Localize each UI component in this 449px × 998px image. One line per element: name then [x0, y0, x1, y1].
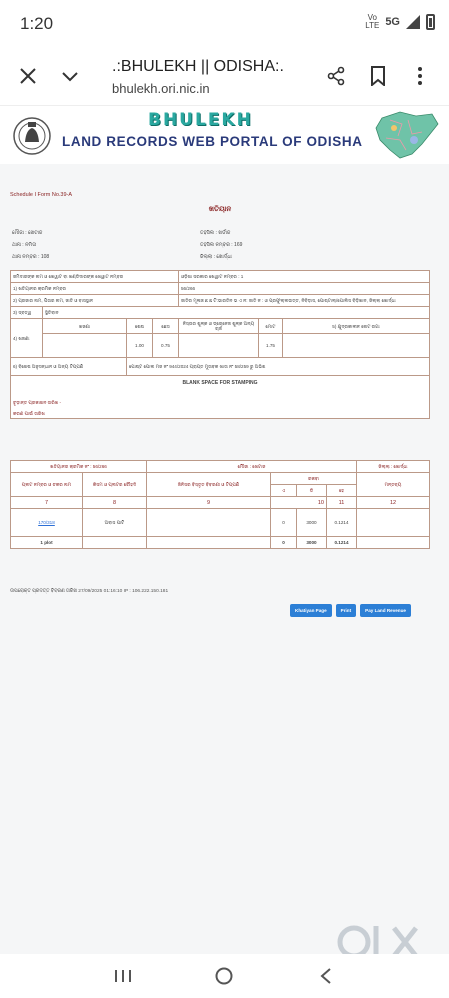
table-cell: ଜିଲ୍ଲା : ଖୋର୍ଦ୍ଧା — [357, 461, 430, 473]
table-cell: ଶେଷ — [127, 319, 153, 334]
page-url[interactable]: bhulekh.ori.nic.in — [112, 81, 210, 96]
status-icons — [365, 14, 435, 30]
table-cell: 11 — [327, 497, 357, 509]
close-icon[interactable] — [14, 62, 42, 90]
table-row — [11, 307, 430, 319]
table-cell: 0 — [271, 509, 297, 537]
info-row — [10, 254, 430, 264]
table-cell: 10 — [271, 497, 327, 509]
table-cell: 3) ସ୍ବତ୍ୱ — [11, 307, 43, 319]
table-cell: 1 plot — [11, 537, 83, 549]
more-vert-icon[interactable] — [406, 62, 434, 90]
table-row — [11, 358, 430, 376]
table-cell: ମୌଜା : ଖେଟାଜ — [147, 461, 357, 473]
table-row — [11, 271, 430, 283]
table-cell — [147, 537, 271, 549]
table-row — [11, 295, 430, 307]
table-cell: 8 — [83, 497, 147, 509]
browser-toolbar — [0, 46, 449, 106]
table-cell: 6) ବିଶେଷ ଅନୁସନ୍ଧାନ ଓ ଅନ୍ୟ ଟିପ୍ପଣି — [11, 358, 127, 376]
odisha-emblem-icon — [12, 114, 52, 158]
date-label: କରଣ ପାଇଁ ତାରିଖ — [13, 411, 45, 416]
final-publication-label: ଚୂଡ଼ାନ୍ତ ପ୍ରକାଶନ ତାରିଖ - — [13, 400, 62, 405]
generated-timestamp: ଉପରୋକ୍ତ ପ୍ରଦତ୍ତ ବିବରଣ ତାରିଖ 27/09/2025 01:16:10 IP : 106.222.150.181 — [10, 589, 169, 594]
table-cell: ନିସ୍ତାର ଶୁଳ୍କ ଓ ଡ୍ରେନେଜ ଶୁଳ୍କ ଅନ୍ୟ ଚାର୍ଜ — [179, 319, 259, 334]
table-cell: 5) କ୍ଷୁଦ୍ରକାଳୀନ ନୋଟ ରଗା — [283, 319, 430, 334]
table-cell: ଖଜଣା — [43, 319, 127, 334]
table-cell — [357, 509, 430, 537]
table-cell — [83, 537, 147, 549]
table-cell: ଜାତିର ମୂଳାଜ ଛ ଛ ଟି:ଭାରତିନ ଭ ଏ ନ: ଜାତି ନ : ଓ ପ୍ରଫୁଲ୍ଲଉତ୍ତ, ନିବିଡ଼ାସ, ପୋଷ୍ଟାଲ୍‌/ପୋଲିସ ବିଡ଼ିଖାନ, ଜିଲ୍ଲା ଖୋର୍ଦ୍ଧା — [179, 295, 430, 307]
table-cell: 1.00 — [127, 334, 153, 358]
stamping-cell — [11, 376, 430, 419]
table-cell — [43, 334, 127, 358]
khatiyan-page-button[interactable]: Khatiyan Page — [290, 604, 332, 617]
odisha-map-icon — [372, 110, 440, 160]
table-row — [11, 473, 430, 485]
chevron-down-icon[interactable] — [56, 62, 84, 90]
tahasil-number-label: ତହସିଲ ନମ୍ବର : 169 — [200, 242, 243, 248]
table-cell: ସ୍ଥିତିବାନ — [43, 307, 430, 319]
info-row — [10, 242, 430, 252]
table-row — [11, 537, 430, 549]
table-cell: 0.1214 — [327, 537, 357, 549]
portal-title: LAND RECORDS WEB PORTAL OF ODISHA — [62, 134, 363, 149]
back-icon[interactable] — [314, 964, 338, 988]
table-cell: ପୋଷ୍ଟ ପୋଲ ମଜ ନଂ 944/2024 ପ୍ରାପ୍ତ ମୁତାବକ ଖାତା ନଂ 58/259 ରୁ ଅଭିଶ — [127, 358, 430, 376]
portal-banner — [0, 106, 449, 164]
table-cell: ମୋଟ — [259, 319, 283, 334]
table-cell — [283, 334, 430, 358]
table-cell: ଜମିଦାରଙ୍କ ନାମ ଓ ଖେୱାଟ ବା ଖଣ୍ଡିଦାରଙ୍କ ଖେୱାଟ ନମ୍ବର — [11, 271, 179, 283]
tahasil-label: ତହସିଲ : ଖର୍ଡାଜ — [200, 230, 231, 236]
table-cell: 12 — [357, 497, 430, 509]
page-title: .:BHULEKH || ODISHA:. — [112, 58, 284, 75]
table-cell: 0 — [271, 537, 297, 549]
plot-link[interactable]: 170/318 — [11, 509, 83, 537]
print-button[interactable]: Print — [336, 604, 356, 617]
action-buttons — [290, 604, 411, 617]
table-cell: ହେ — [327, 485, 357, 497]
bhulekh-logo: BHULEKH — [148, 110, 253, 130]
battery-icon — [426, 14, 435, 30]
table-cell: 2) ପ୍ରଜାର ନାମ, ପିତାର ନାମ, ଜାତି ଓ ବାସସ୍ଥାନ — [11, 295, 179, 307]
table-cell: ଓଡ଼ିଶା ସରକାର ଖେୱାଟ ନମ୍ବର : 1 — [179, 271, 430, 283]
plot-table — [10, 460, 430, 549]
table-row — [11, 509, 430, 537]
web-page — [0, 106, 449, 954]
status-bar — [0, 0, 449, 46]
recents-icon[interactable] — [111, 964, 135, 988]
home-icon[interactable] — [212, 964, 236, 988]
clock: 1:20 — [20, 14, 54, 33]
content-area — [0, 164, 449, 954]
bookmark-icon[interactable] — [364, 62, 392, 90]
table-cell: ରକବା — [271, 473, 357, 485]
table-cell — [147, 509, 271, 537]
table-cell: ଛେସ — [153, 319, 179, 334]
volte-indicator: Vo LTE — [365, 13, 380, 30]
table-cell: ଡି — [297, 485, 327, 497]
pay-land-revenue-button[interactable]: Pay Land Revenue — [360, 604, 411, 617]
mouza-label: ମୌଜା : ଖେଟାଜ — [12, 230, 43, 236]
table-cell: 3000 — [297, 509, 327, 537]
signal-icon — [406, 15, 420, 29]
table-cell — [179, 334, 259, 358]
table-cell: ପ୍ଲଟ ନମ୍ବର ଓ ଚକର ନାମ — [11, 473, 83, 497]
document-title: ଖତିୟାନ — [208, 206, 232, 213]
table-row — [11, 376, 430, 419]
table-cell: 56/266 — [179, 283, 430, 295]
share-icon[interactable] — [322, 62, 350, 90]
stamping-label: BLANK SPACE FOR STAMPING — [182, 380, 258, 386]
khatiyan-details-table — [10, 270, 430, 419]
table-cell: ଏ — [271, 485, 297, 497]
table-cell: 9 — [147, 497, 271, 509]
thana-label: ଥାନା : ନମିତା — [12, 242, 37, 248]
table-row — [11, 319, 430, 334]
table-row — [11, 497, 430, 509]
table-cell: 0.1214 — [327, 509, 357, 537]
table-cell — [357, 537, 430, 549]
table-cell: 1) ଖତିୟାନର କ୍ରମିକ ନମ୍ବର — [11, 283, 179, 295]
table-row — [11, 334, 430, 358]
district-label: ଜିଲ୍ଲା : ଖୋର୍ଦ୍ଧା — [200, 254, 232, 260]
table-row — [11, 461, 430, 473]
table-cell: କିସମ ଓ ପ୍ଲଟର ଚୌହଦି — [83, 473, 147, 497]
table-cell: 7 — [11, 497, 83, 509]
table-cell: ଜିନିସର ବିସ୍ତୃତ ବିବରଣୀ ଓ ଟିପ୍ପଣି — [147, 473, 271, 497]
table-row — [11, 283, 430, 295]
info-row — [10, 230, 430, 240]
network-type: 5G — [385, 16, 400, 28]
table-cell: ମନ୍ତବ୍ୟ — [357, 473, 430, 497]
table-cell: ଖତିୟାନର କ୍ରମିକ ନଂ : 56/266 — [11, 461, 147, 473]
table-cell: ଅବାସ ପାଟି — [83, 509, 147, 537]
system-nav-bar — [0, 954, 449, 998]
schedule-label: Schedule I Form No.39-A — [10, 192, 73, 198]
table-cell: 4) ଖଜଣା — [11, 319, 43, 358]
thana-number-label: ଥାନା ନମ୍ବର : 108 — [12, 254, 50, 260]
table-cell: 1.75 — [259, 334, 283, 358]
table-cell: 3000 — [297, 537, 327, 549]
table-cell: 0.75 — [153, 334, 179, 358]
